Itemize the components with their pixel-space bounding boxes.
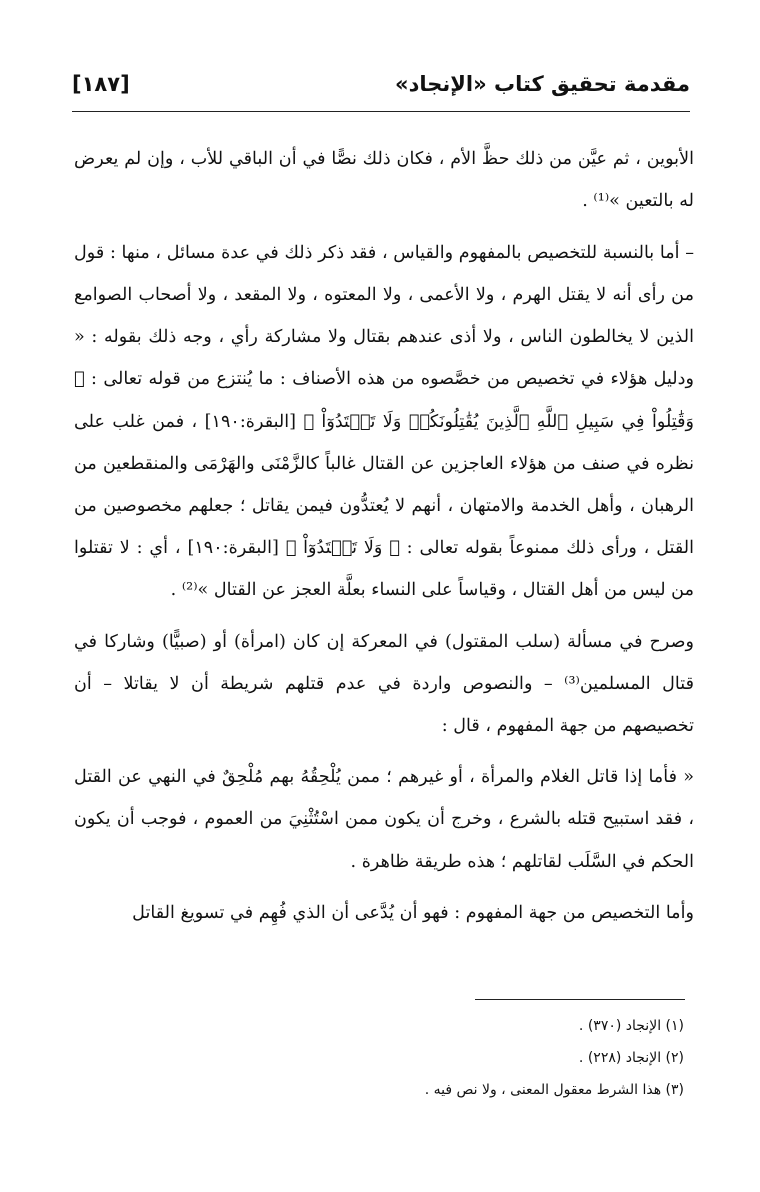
running-header <box>72 62 690 112</box>
footnote: (٣) هذا الشرط معقول المعنى ، ولا نص فيه . <box>424 1082 684 1098</box>
paragraph: – أما بالنسبة للتخصيص بالمفهوم والقياس ، فقد ذكر ذلك في عدة مسائل ، منها : قول من رأى أنه لا يقتل الهرم ، ولا الأعمى ، ولا المعتوه ، ولا المقعد ، ولا أصحاب الصوامع الذين لا يخالطون الناس ، ولا أذى عندهم بقتال ولا مشاركة رأي ، وجه ذلك بقوله : « ودليل هؤلاء في تخصيص من خصَّصوه من هذه الأصناف : ما يُنتزع من قوله تعالى : ﴿ وَقَٰتِلُواْ فِي سَبِيلِ ٱللَّهِ ٱلَّذِينَ يُقَٰتِلُونَكُمۡ وَلَا تَعۡتَدُوٓاْ ﴾ [البقرة:١٩٠] ، فمن غلب على نظره في صنف من هؤلاء العاجزين عن القتال غالباً كالزَّمْنَى والهَرْمَى والمنقطعين من الرهبان ، وأهل الخدمة والامتهان ، أنهم لا يُعتدُّون فيمن يقاتل ؛ جعلهم مخصوصين من القتل ، ورأى ذلك ممنوعاً بقوله تعالى : ﴿ وَلَا تَعۡتَدُوٓاْ ﴾ [البقرة:١٩٠] ، أي : لا تقتلوا من ليس من أهل القتال ، وقياساً على النساء بعلَّة العجز عن القتال »⁽²⁾ . <box>74 243 694 600</box>
page-number: [١٨٧] <box>72 72 130 96</box>
paragraph: وأما التخصيص من جهة المفهوم : فهو أن يُدَّعى أن الذي فُهِم في تسويغ القاتل <box>132 902 694 923</box>
footnote-divider <box>475 999 685 1000</box>
header-divider <box>72 111 690 112</box>
paragraph: الأبوين ، ثم عيَّن من ذلك حظَّ الأم ، فكان ذلك نصًّا في أن الباقي للأب ، وإن لم يعرض له بالتعين »⁽¹⁾ . <box>74 149 694 212</box>
running-title: مقدمة تحقيق كتاب «الإنجاد» <box>395 72 690 96</box>
paragraph: « فأما إذا قاتل الغلام والمرأة ، أو غيرهم ؛ ممن يُلْحِقُهُ بهم مُلْحِقٌ في النهي عن القتل ، فقد استبيح قتله بالشرع ، وخرج أن يكون ممن اسْتُثْنِيَ من العموم ، فوجب أن يكون الحكم في السَّلَب لقاتلهم ؛ هذه طريقة ظاهرة . <box>74 767 694 872</box>
footnote: (٢) الإنجاد (٢٢٨) . <box>578 1050 684 1066</box>
main-text <box>74 138 694 934</box>
footnote: (١) الإنجاد (٣٧٠) . <box>578 1018 684 1034</box>
paragraph: وصرح في مسألة (سلب المقتول) في المعركة إن كان (امرأة) أو (صبيًّا) وشاركا في قتال المسلمين⁽³⁾ – والنصوص واردة في عدم قتلهم شريطة أن لا يقاتلا – أن تخصيصهم من جهة المفهوم ، قال : <box>74 632 695 737</box>
footnotes <box>425 1010 684 1106</box>
